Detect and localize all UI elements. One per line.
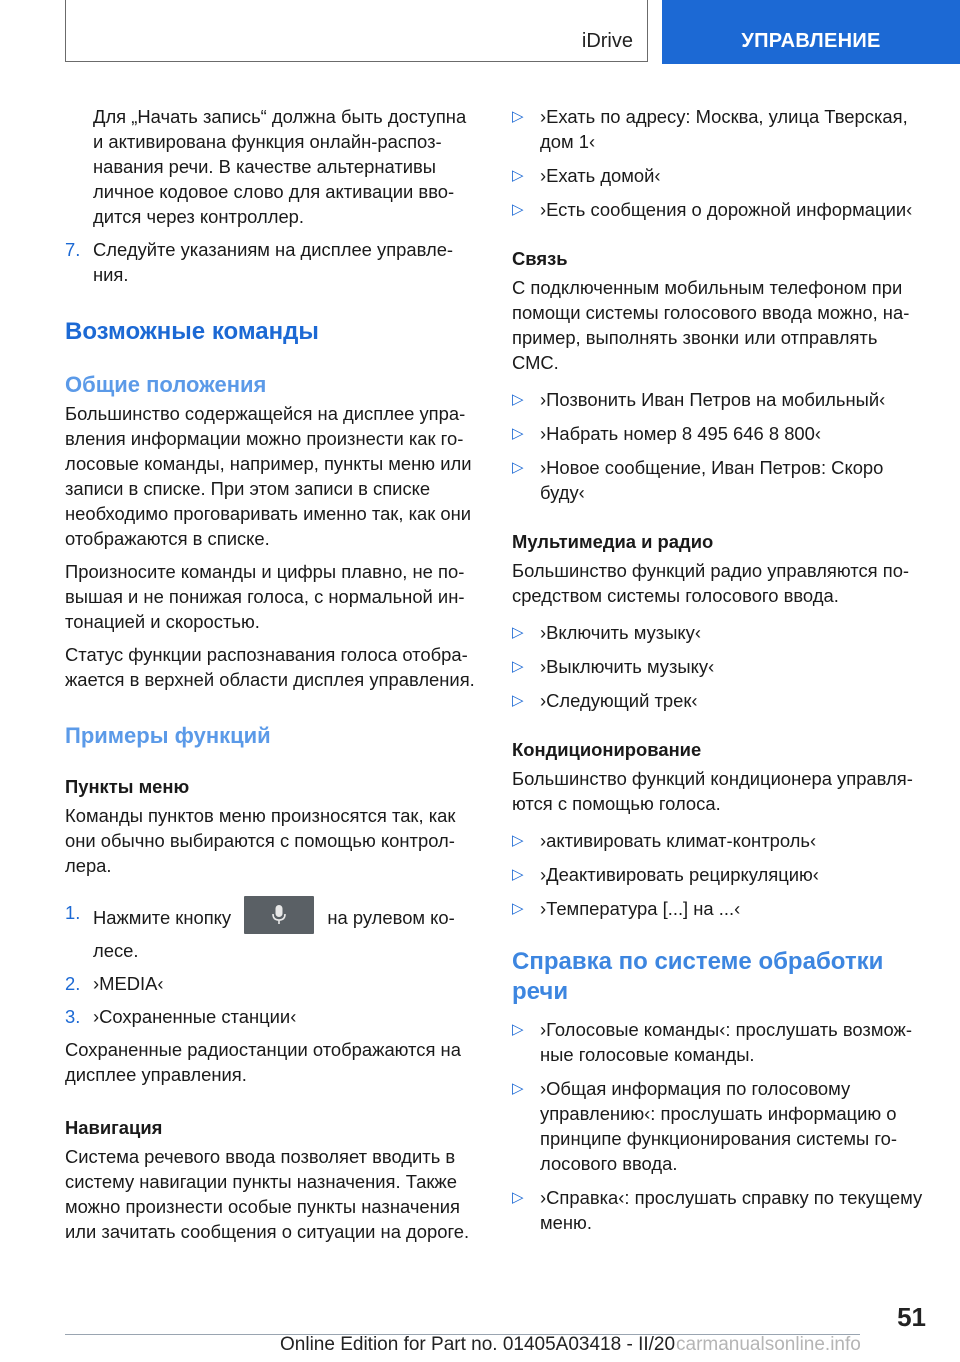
footer-edition: Online Edition for Part no. 01405A03418 - II/20 [280,1334,676,1355]
list-item-text: ›Деактивировать рециркуляцию‹ [540,864,819,885]
bullet-triangle-icon: ▷ [512,832,524,849]
heading-function-examples: Примеры функций [65,723,271,748]
list-item-text: ›Справка‹: прослушать справку по текущему меню. [540,1187,923,1233]
heading-speech-help: Справка по системе обработки речи [512,948,884,1005]
intro-paragraph: Для „Начать запись“ должна быть доступна и активирована функция онлайн-распознавания речи. В качестве альтернативы личное кодовое слово для активации вводится через контроллер. [93,106,467,227]
header-chapter-title: УПРАВЛЕНИЕ [741,30,881,52]
bullet-triangle-icon: ▷ [512,900,524,917]
list-item [512,455,926,505]
list-item [512,654,926,679]
menu-paragraph: Команды пунктов меню произносятся так, как они обычно выбираются с помощью контроллера. [65,805,456,876]
heading-general: Общие положения [65,372,267,397]
right-column [512,104,926,1235]
heading-navigation: Навигация [65,1117,163,1138]
list-item-text: ›Новое сообщение, Иван Петров: Скоро буду‹ [540,457,884,503]
list-item [512,688,926,713]
step-text: ›MEDIA‹ [93,973,164,994]
step-number: 7. [65,239,81,260]
general-paragraph-2: Произносите команды и цифры плавно, не повышая и не понижая голоса, с нормальной интонацией и скоростью. [65,561,465,632]
list-item [512,197,926,222]
step-text-after: на рулевом колесе. [93,906,455,961]
voice-button-image [244,896,314,934]
list-item [512,1076,926,1176]
navigation-paragraph: Система речевого ввода позволяет вводить в систему навигации пункты назначения. Также можно произнести особые пункты назначения или зачитать сообщения о ситуации на дороге. [65,1146,470,1242]
microphone-icon [271,904,287,926]
heading-possible-commands: Возможные команды [65,318,319,345]
general-paragraph-3: Статус функции распознавания голоса отображается в верхней области дисплея управления. [65,644,475,690]
bullet-triangle-icon: ▷ [512,201,524,218]
list-item-text: ›Ехать по адресу: Москва, улица Тверская, дом 1‹ [540,106,908,152]
list-item-text: ›Ехать домой‹ [540,165,661,186]
bullet-triangle-icon: ▷ [512,1189,524,1206]
list-item [512,1017,926,1067]
bullet-triangle-icon: ▷ [512,167,524,184]
step-1 [65,900,479,963]
bullet-triangle-icon: ▷ [512,866,524,883]
list-item [512,896,926,921]
communication-paragraph: С подключенным мобильным телефоном при помощи системы голосового ввода можно, например, выполнять звонки или отправлять СМС. [512,277,910,373]
list-item-text: ›Набрать номер 8 495 646 8 800‹ [540,423,821,444]
general-paragraph-1: Большинство содержащейся на дисплее управления информации можно произнести как голосовые команды, например, пункты меню или записи в списке. При этом записи в списке необходимо проговаривать именно так, как они отображаются в списке. [65,403,472,549]
bullet-triangle-icon: ▷ [512,1080,524,1097]
list-item [512,1185,926,1235]
multimedia-paragraph: Большинство функций радио управляются посредством системы голосового ввода. [512,560,910,606]
saved-stations-paragraph: Сохраненные радиостанции отображаются на дисплее управления. [65,1039,461,1085]
bullet-triangle-icon: ▷ [512,459,524,476]
bullet-triangle-icon: ▷ [512,692,524,709]
heading-menu-items: Пункты меню [65,776,190,797]
step-number: 1. [65,902,81,923]
step-text [93,900,479,963]
header-chapter-tab [662,0,960,64]
list-item [512,387,926,412]
list-item [512,421,926,446]
list-item-text: ›Есть сообщения о дорожной информации‹ [540,199,913,220]
list-item-text: ›Температура [...] на ...‹ [540,898,741,919]
bullet-triangle-icon: ▷ [512,108,524,125]
list-item [512,828,926,853]
bullet-triangle-icon: ▷ [512,425,524,442]
step-3 [65,1004,479,1029]
list-item-text: ›активировать климат-контроль‹ [540,830,817,851]
list-item-text: ›Включить музыку‹ [540,622,701,643]
step-text-before: Нажмите кнопку [93,906,232,928]
list-item [512,862,926,887]
list-item-text: ›Позвонить Иван Петров на мобильный‹ [540,389,886,410]
page-number: 51 [897,1302,926,1332]
left-column [65,104,479,1244]
list-item [512,620,926,645]
header-section-box [65,0,648,62]
step-text: ›Сохраненные станции‹ [93,1006,297,1027]
heading-communication: Связь [512,248,568,269]
list-item-text: ›Общая информация по голосовому управлению‹: прослушать информацию о принципе функционирования системы голосового ввода. [540,1078,897,1174]
step-text: Следуйте указаниям на дисплее управления. [93,239,454,285]
step-number: 3. [65,1006,81,1027]
list-item-text: ›Выключить музыку‹ [540,656,715,677]
climate-paragraph: Большинство функций кондиционера управляются с помощью голоса. [512,768,913,814]
list-item [512,104,926,154]
bullet-triangle-icon: ▷ [512,658,524,675]
step-number: 2. [65,973,81,994]
header-section-title: iDrive [581,30,633,52]
bullet-triangle-icon: ▷ [512,1021,524,1038]
bullet-triangle-icon: ▷ [512,391,524,408]
heading-multimedia-radio: Мультимедиа и радио [512,531,714,552]
step-7 [65,237,479,287]
list-item-text: ›Следующий трек‹ [540,690,698,711]
list-item [512,163,926,188]
heading-climate: Кондиционирование [512,739,702,760]
list-item-text: ›Голосовые команды‹: прослушать возможные голосовые команды. [540,1019,912,1065]
step-2 [65,971,479,996]
watermark: carmanualsonline.info [676,1334,861,1355]
bullet-triangle-icon: ▷ [512,624,524,641]
